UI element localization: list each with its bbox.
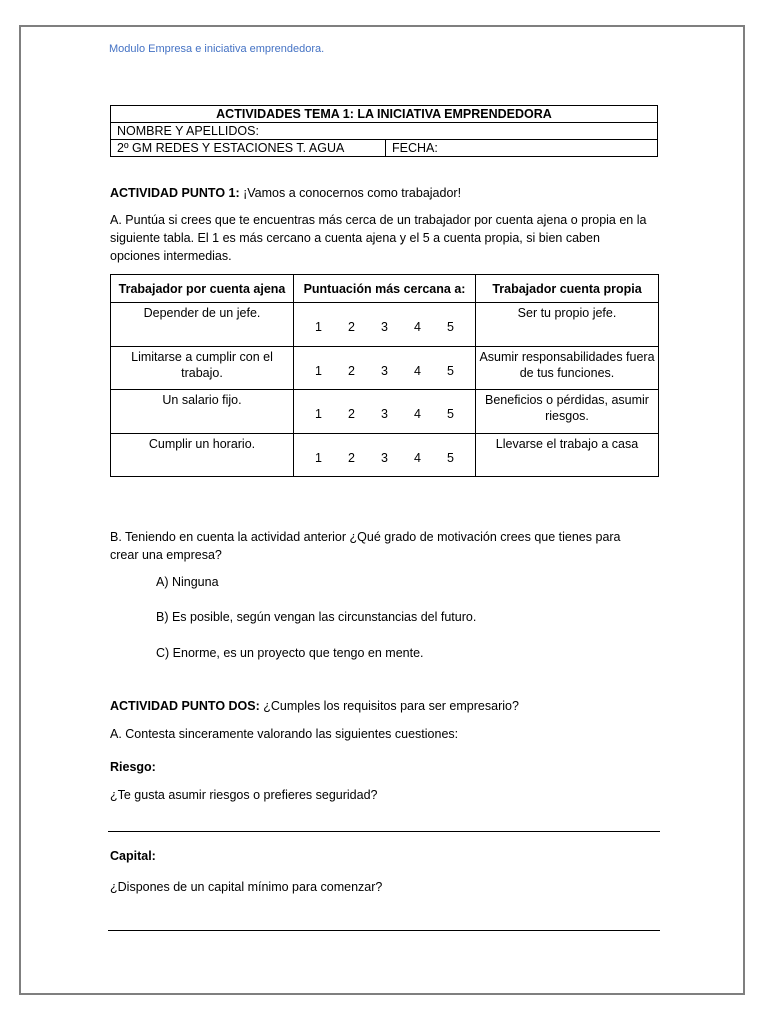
row-right-cell: Ser tu propio jefe. [476,303,659,347]
score-cell [294,390,476,434]
activity1-heading-text: ¡Vamos a conocernos como trabajador! [239,186,462,200]
activity1-heading: ACTIVIDAD PUNTO 1: [110,186,240,200]
course-cell: 2º GM REDES Y ESTACIONES T. AGUA [111,140,386,157]
score-option[interactable]: 5 [447,451,454,465]
score-option[interactable]: 1 [315,364,322,378]
option-a: A) Ninguna [156,575,219,589]
table-row [111,434,659,477]
activity2-instructions: A. Contesta sinceramente valorando las siguientes cuestiones: [110,727,459,741]
row-right-cell: Beneficios o pérdidas, asumir riesgos. [476,390,659,434]
table-row [111,303,659,347]
score-option[interactable]: 4 [414,320,421,334]
row-left-cell: Cumplir un horario. [111,434,294,477]
score-option[interactable]: 1 [315,451,322,465]
risk-answer-line[interactable] [108,831,660,832]
row-left-cell: Depender de un jefe. [111,303,294,347]
capital-title: Capital: [110,849,156,863]
score-option[interactable]: 3 [381,320,388,334]
header-score: Puntuación más cercana a: [294,275,476,303]
activity2-heading: ACTIVIDAD PUNTO DOS: [110,699,260,713]
capital-answer-line[interactable] [108,930,660,931]
score-cell [294,434,476,477]
score-option[interactable]: 4 [414,407,421,421]
score-option[interactable]: 4 [414,364,421,378]
option-c: C) Enorme, es un proyecto que tengo en mente. [156,646,424,660]
score-option[interactable]: 5 [447,320,454,334]
row-left-cell: Un salario fijo. [111,390,294,434]
score-cell [294,303,476,347]
row-left-cell: Limitarse a cumplir con el trabajo. [111,347,294,390]
score-option[interactable]: 2 [348,364,355,378]
date-field: FECHA: [386,140,658,157]
row-right-cell: Llevarse el trabajo a casa [476,434,659,477]
score-option[interactable]: 3 [381,451,388,465]
score-option[interactable]: 1 [315,320,322,334]
score-option[interactable]: 4 [414,451,421,465]
score-option[interactable]: 5 [447,364,454,378]
header-employee: Trabajador por cuenta ajena [111,275,294,303]
score-option[interactable]: 3 [381,364,388,378]
row-right-cell: Asumir responsabilidades fuera de tus funciones. [476,347,659,390]
name-field: NOMBRE Y APELLIDOS: [111,123,658,140]
table-row [111,347,659,390]
header-self-employed: Trabajador cuenta propia [476,275,659,303]
score-option[interactable]: 2 [348,451,355,465]
capital-question: ¿Dispones de un capital mínimo para comenzar? [110,880,383,894]
risk-question: ¿Te gusta asumir riesgos o prefieres seguridad? [110,788,378,802]
table-row [111,390,659,434]
motivation-question: B. Teniendo en cuenta la actividad anterior ¿Qué grado de motivación crees que tienes para crear una empresa? [110,530,621,562]
activity1-instructions: A. Puntúa si crees que te encuentras más cerca de un trabajador por cuenta ajena o propia en la siguiente tabla. El 1 es más cercano a cuenta ajena y el 5 a cuenta propia, si bien caben opciones intermedias. [110,213,647,263]
activity2-heading-line [110,697,519,715]
score-option[interactable]: 1 [315,407,322,421]
score-option[interactable]: 2 [348,320,355,334]
option-b: B) Es posible, según vengan las circunstancias del futuro. [156,610,477,624]
score-option[interactable]: 2 [348,407,355,421]
score-option[interactable]: 5 [447,407,454,421]
module-header: Modulo Empresa e iniciativa emprendedora. [109,43,325,55]
score-option[interactable]: 3 [381,407,388,421]
info-title: ACTIVIDADES TEMA 1: LA INICIATIVA EMPRENDEDORA [111,106,658,123]
activity-info-table [110,105,658,157]
activity2-heading-text: ¿Cumples los requisitos para ser empresario? [259,699,519,713]
rating-table [110,274,659,477]
activity1-heading-line [110,184,461,202]
score-cell [294,347,476,390]
risk-title: Riesgo: [110,760,156,774]
